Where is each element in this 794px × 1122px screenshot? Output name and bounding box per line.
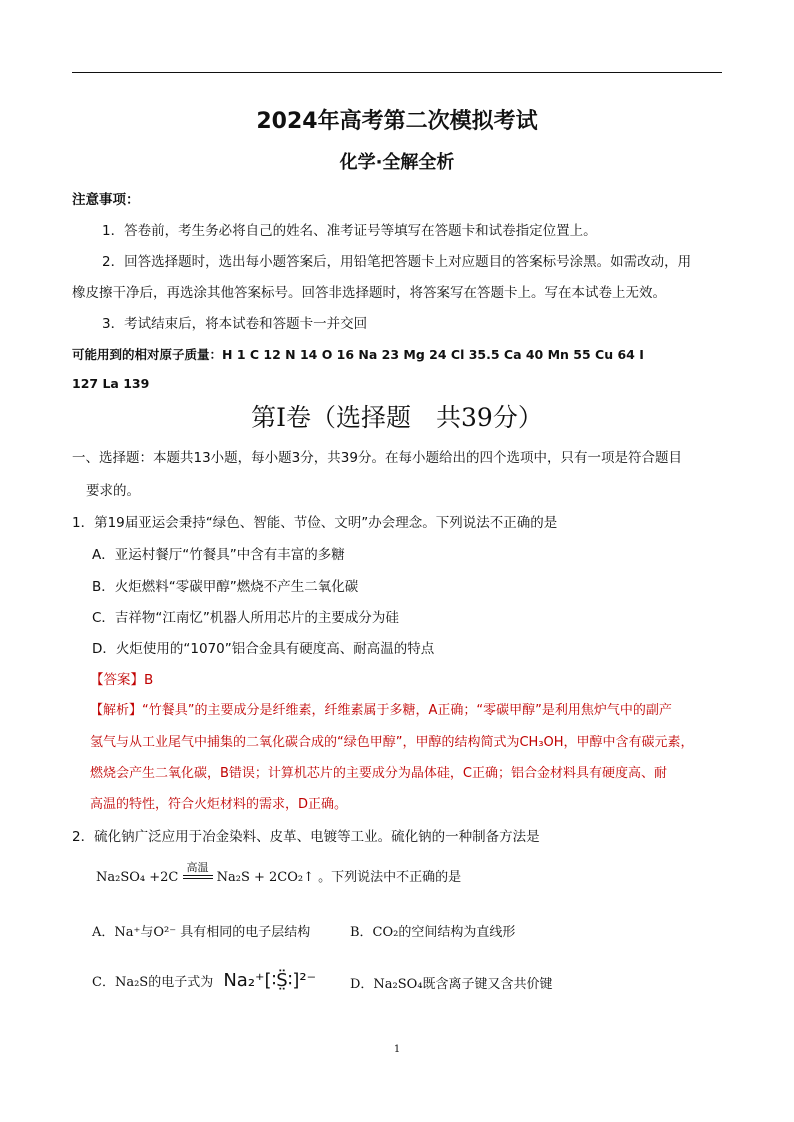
page-subtitle: 化学·全解全析	[339, 152, 455, 173]
question-2-stem: 2．硫化钠广泛应用于冶金染料、皮革、电镀等工业。硫化钠的一种制备方法是	[72, 829, 540, 845]
question-2-equation	[96, 860, 462, 885]
question-2-option-d: D．Na₂SO₄既含离子键又含共价键	[350, 977, 553, 992]
question-1-option-c: C．吉祥物“江南忆”机器人所用芯片的主要成分为硅	[92, 610, 399, 626]
notice-item-1: 1．答卷前，考生务必将自己的姓名、准考证号等填写在答题卡和试卷指定位置上。	[102, 223, 597, 239]
section-instruction-line-2: 要求的。	[86, 483, 140, 499]
notice-heading: 注意事项：	[72, 192, 140, 208]
atomic-masses-line-2: 127 La 139	[72, 376, 150, 391]
equation-arrow	[183, 860, 213, 885]
question-2-option-a: A．Na⁺与O²⁻ 具有相同的电子层结构	[92, 925, 311, 940]
question-1-analysis-line-4: 高温的特性，符合火炬材料的需求，D正确。	[90, 797, 348, 812]
equation-products: Na₂S + 2CO₂↑	[216, 870, 315, 885]
question-1-option-a: A．亚运村餐厅“竹餐具”中含有丰富的多糖	[92, 547, 345, 563]
header-rule	[72, 72, 722, 73]
equation-reactants: Na₂SO₄ +2C	[96, 870, 179, 885]
notice-item-3: 3．考试结束后，将本试卷和答题卡一并交回	[102, 316, 368, 332]
notice-item-2-line-1: 2．回答选择题时，选出每小题答案后，用铅笔把答题卡上对应题目的答案标号涂黑。如需改动，用	[102, 254, 692, 270]
question-1-answer: 【答案】B	[90, 672, 154, 688]
equation-tail: 。下列说法中不正确的是	[318, 870, 462, 885]
question-1-analysis-line-1: 【解析】“竹餐具”的主要成分是纤维素，纤维素属于多糖，A正确；“零碳甲醇”是利用焦炉气中的副产	[90, 703, 672, 718]
question-1-analysis-line-3: 燃烧会产生二氧化碳，B错误；计算机芯片的主要成分为晶体硅，C正确；铝合金材料具有硬度高、耐	[90, 766, 667, 781]
notice-item-2-line-2: 橡皮擦干净后，再选涂其他答案标号。回答非选择题时，将答案写在答题卡上。写在本试卷上无效。	[72, 285, 666, 301]
equation-condition: 高温	[186, 860, 209, 874]
question-1-analysis-line-2: 氢气与从工业尾气中捕集的二氧化碳合成的“绿色甲醇”，甲醇的结构简式为CH₃OH，甲醇中含有碳元素，	[90, 735, 694, 750]
page-title: 2024年高考第二次模拟考试	[256, 109, 538, 134]
question-1-option-b: B．火炬燃料“零碳甲醇”燃烧不产生二氧化碳	[92, 579, 359, 595]
question-2-option-c	[92, 970, 316, 991]
question-2-option-b: B．CO₂的空间结构为直线形	[350, 925, 516, 940]
question-1-option-d: D．火炬使用的“1070”铝合金具有硬度高、耐高温的特点	[92, 641, 435, 657]
section-instruction-line-1: 一、选择题：本题共13小题，每小题3分，共39分。在每小题给出的四个选项中，只有一项是符合题目	[72, 450, 682, 466]
page-number: 1	[393, 1044, 401, 1055]
part-title: 第Ⅰ卷（选择题 共39分）	[251, 403, 543, 432]
atomic-masses-line-1: 可能用到的相对原子质量：H 1 C 12 N 14 O 16 Na 23 Mg 24 Cl 35.5 Ca 40 Mn 55 Cu 64 I	[72, 347, 644, 362]
option-c-label: C．Na₂S的电子式为	[92, 975, 214, 990]
sodium-sulfide-electron-formula: Na₂⁺[∶S̤̈∶]²⁻	[223, 970, 317, 991]
question-1-stem: 1．第19届亚运会秉持“绿色、智能、节俭、文明”办会理念。下列说法不正确的是	[72, 515, 558, 531]
